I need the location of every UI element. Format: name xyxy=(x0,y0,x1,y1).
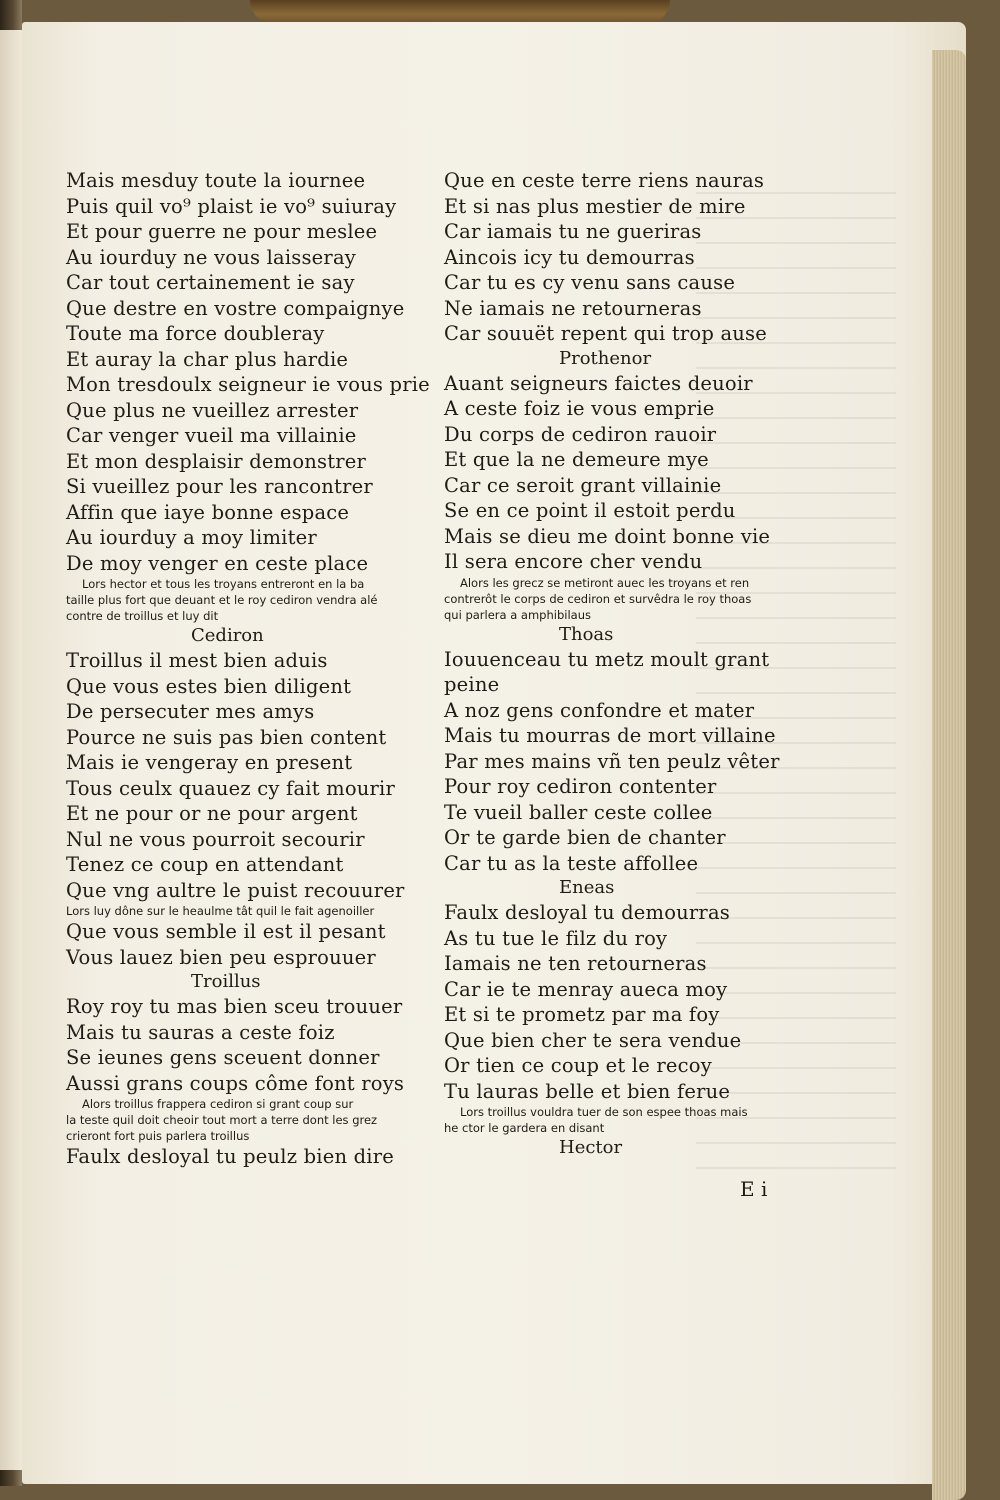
verse-line: Il sera encore cher vendu xyxy=(444,550,703,573)
verse-line: As tu tue le filz du roy xyxy=(444,926,668,950)
verse-line: Tenez ce coup en attendant xyxy=(66,853,344,876)
right-column xyxy=(444,168,804,1160)
verse-line: Tu lauras belle et bien ferue xyxy=(444,1079,731,1103)
verse-line: Iamais ne ten retourneras xyxy=(444,952,707,975)
verse-line: A ceste foiz ie vous emprie xyxy=(444,397,715,420)
speaker-name: Cediron xyxy=(191,625,264,646)
verse-line: Mais mesduy toute la iournee xyxy=(66,169,366,192)
verse-line: Puis quil vo⁹ plaist ie vo⁹ suiuray xyxy=(66,194,397,218)
verse-line: A noz gens confondre et mater xyxy=(444,698,755,722)
verse-line: Mais tu mourras de mort villaine xyxy=(444,724,776,747)
verse-line: Auant seigneurs faictes deuoir xyxy=(444,371,753,395)
verse-line: Car venger vueil ma villainie xyxy=(66,424,357,447)
stage-direction: la teste quil doit cheoir tout mort a terre dont les grez xyxy=(66,1113,378,1127)
verse-line: Et si te prometz par ma foy xyxy=(444,1003,720,1026)
verse-line: Or tien ce coup et le recoy xyxy=(444,1054,712,1077)
binding-top xyxy=(250,0,670,24)
verse-line: Troillus il mest bien aduis xyxy=(66,649,328,672)
verse-line: Du corps de cediron rauoir xyxy=(444,422,717,446)
verse-line: De moy venger en ceste place xyxy=(66,551,369,575)
verse-line: Car ce seroit grant villainie xyxy=(444,473,722,497)
verse-line: Et mon desplaisir demonstrer xyxy=(66,449,367,473)
verse-line: Mais se dieu me doint bonne vie xyxy=(444,524,771,548)
verse-line: Mon tresdoulx seigneur ie vous prie xyxy=(66,373,430,396)
verse-line: Et pour guerre ne pour meslee xyxy=(66,220,378,243)
stage-direction: taille plus fort que deuant et le roy cediron vendra alé xyxy=(66,593,378,607)
speaker-name: Thoas xyxy=(559,623,614,645)
stage-direction: contrerôt le corps de cediron et survêdra le roy thoas xyxy=(444,591,752,606)
speaker-name: Hector xyxy=(559,1137,623,1158)
stage-direction: qui parlera a amphibilaus xyxy=(444,607,591,622)
verse-line: Car tout certainement ie say xyxy=(66,271,355,294)
verse-line: Que bien cher te sera vendue xyxy=(444,1028,742,1052)
speaker-name: Eneas xyxy=(559,877,615,898)
verse-line: peine xyxy=(444,673,500,696)
verse-line: Or te garde bien de chanter xyxy=(444,826,726,849)
stage-direction: Lors troillus vouldra tuer de son espee thoas mais xyxy=(460,1105,748,1119)
verse-line: Car tu es cy venu sans cause xyxy=(444,271,736,294)
verse-line: Par mes mains vñ ten peulz vêter xyxy=(444,749,780,773)
verse-line: Tous ceulx quauez cy fait mourir xyxy=(66,776,396,800)
verse-line: Que vous semble il est il pesant xyxy=(66,920,386,943)
verse-line: De persecuter mes amys xyxy=(66,700,315,723)
verse-line: Si vueillez pour les rancontrer xyxy=(66,475,373,498)
stage-direction: Lors hector et tous les troyans entreront en la ba xyxy=(82,577,365,591)
verse-line: Vous lauez bien peu esprouuer xyxy=(66,945,376,969)
verse-line: Aussi grans coups côme font roys xyxy=(66,1071,405,1095)
verse-line: Que en ceste terre riens nauras xyxy=(444,169,765,192)
verse-line: Faulx desloyal tu peulz bien dire xyxy=(66,1145,394,1168)
verse-line: Et auray la char plus hardie xyxy=(66,347,349,371)
verse-line: Au iourduy a moy limiter xyxy=(66,526,317,549)
speaker-name: Troillus xyxy=(191,971,261,992)
verse-line: Roy roy tu mas bien sceu trouuer xyxy=(66,995,403,1018)
verse-line: Car tu as la teste affollee xyxy=(444,851,699,875)
verse-line: Car ie te menray aueca moy xyxy=(444,977,728,1001)
verse-line: Affin que iaye bonne espace xyxy=(66,500,350,524)
verse-line: Se en ce point il estoit perdu xyxy=(444,499,736,522)
stage-direction: Lors luy dône sur le heaulme tât quil le fait agenoiller xyxy=(66,904,375,918)
verse-line: Te vueil baller ceste collee xyxy=(444,800,713,824)
verse-line: Iouuenceau tu metz moult grant xyxy=(444,647,770,671)
verse-line: Et ne pour or ne pour argent xyxy=(66,802,358,825)
verse-line: Se ieunes gens sceuent donner xyxy=(66,1046,380,1069)
facing-page-edge xyxy=(0,30,23,1470)
verse-line: Mais tu sauras a ceste foiz xyxy=(66,1020,335,1044)
verse-line: Et si nas plus mestier de mire xyxy=(444,194,746,218)
stage-direction: Alors troillus frappera cediron si grant coup sur xyxy=(82,1097,354,1111)
stage-direction: contre de troillus et luy dit xyxy=(66,609,219,623)
verse-line: Car souuët repent qui trop ause xyxy=(444,322,767,345)
verse-line: Pource ne suis pas bien content xyxy=(66,725,387,749)
verse-line: Ne iamais ne retourneras xyxy=(444,296,702,320)
verse-line: Que vous estes bien diligent xyxy=(66,674,352,698)
verse-line: Pour roy cediron contenter xyxy=(444,775,717,798)
verse-line: Faulx desloyal tu demourras xyxy=(444,901,730,924)
stage-direction: crieront fort puis parlera troillus xyxy=(66,1129,250,1143)
verse-line: Que vng aultre le puist recouurer xyxy=(66,878,405,902)
speaker-name: Prothenor xyxy=(559,347,652,369)
verse-line: Car iamais tu ne gueriras xyxy=(444,220,702,243)
verse-line: Nul ne vous pourroit secourir xyxy=(66,827,365,851)
verse-line: Aincois icy tu demourras xyxy=(444,245,695,269)
verse-line: Et que la ne demeure mye xyxy=(444,448,709,471)
verse-line: Que plus ne vueillez arrester xyxy=(66,398,359,422)
verse-line: Mais ie vengeray en present xyxy=(66,751,353,774)
stage-direction: Alors les grecz se metiront auec les troyans et ren xyxy=(460,575,750,590)
page-fore-edge xyxy=(932,50,966,1500)
verse-line: Que destre en vostre compaignye xyxy=(66,296,405,320)
stage-direction: he ctor le gardera en disant xyxy=(444,1121,605,1135)
signature-mark: E i xyxy=(740,1177,768,1201)
left-column xyxy=(66,168,430,1170)
verse-line: Toute ma force doubleray xyxy=(66,322,325,345)
verse-line: Au iourduy ne vous laisseray xyxy=(66,245,356,269)
